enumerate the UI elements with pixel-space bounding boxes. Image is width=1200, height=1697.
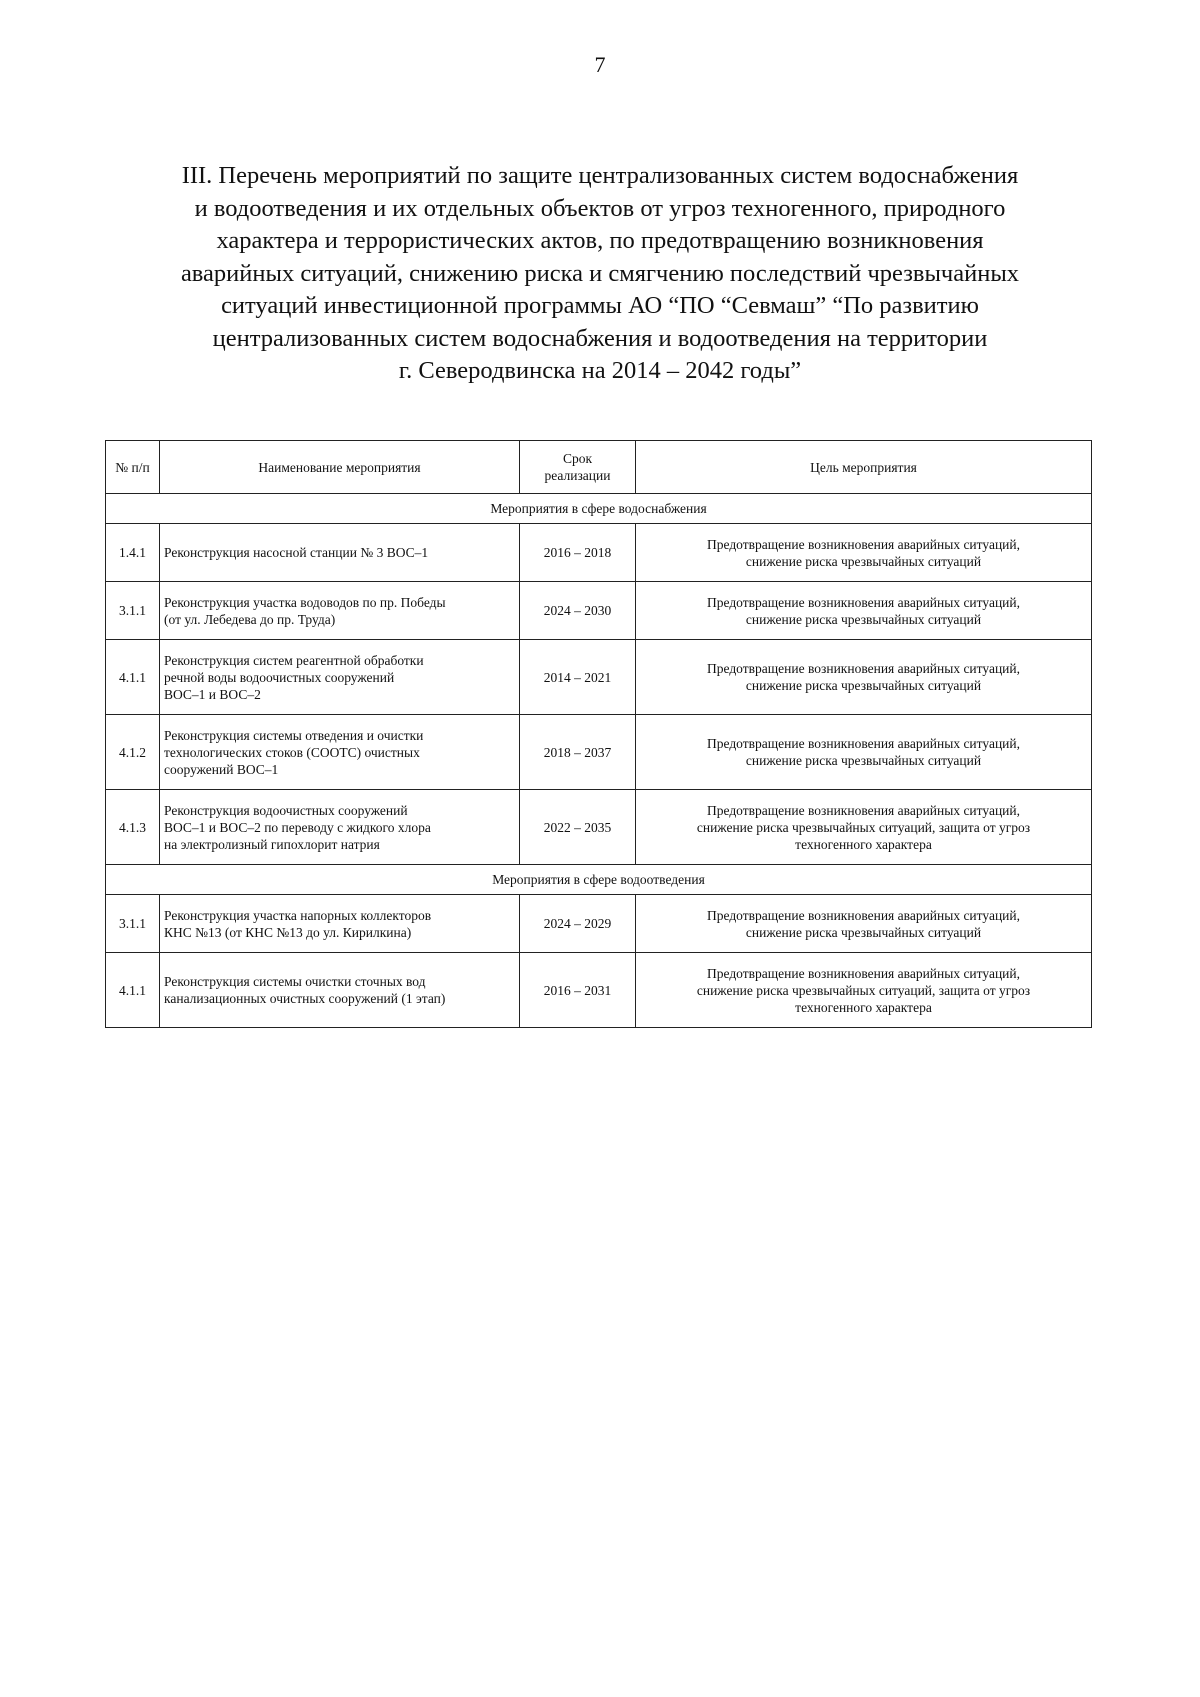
- table-row: [106, 790, 1092, 865]
- cell-period: 2016 – 2018: [520, 524, 636, 582]
- table-row: [106, 895, 1092, 953]
- section-row: [106, 865, 1092, 895]
- heading-line: г. Северодвинска на 2014 – 2042 годы”: [398, 357, 802, 384]
- cell-period: 2014 – 2021: [520, 640, 636, 715]
- cell-name: [160, 524, 520, 582]
- goal-line: снижение риска чрезвычайных ситуаций, защита от угроз: [696, 819, 1031, 835]
- header-name: Наименование мероприятия: [160, 441, 520, 494]
- cell-goal: [636, 524, 1092, 582]
- cell-num: 4.1.1: [106, 640, 160, 715]
- goal-line: Предотвращение возникновения аварийных ситуаций,: [707, 736, 1020, 751]
- goal-line: Предотвращение возникновения аварийных ситуаций,: [707, 594, 1020, 610]
- name-line: технологических стоков (СООТС) очистных: [164, 744, 420, 760]
- name-line: Реконструкция насосной станции № 3 ВОС–1: [164, 545, 429, 560]
- name-line: Реконструкция участка напорных коллекторов: [164, 907, 432, 923]
- cell-period: 2024 – 2029: [520, 895, 636, 953]
- goal-line: снижение риска чрезвычайных ситуаций, защита от угроз: [696, 982, 1031, 998]
- cell-period: 2024 – 2030: [520, 582, 636, 640]
- goal-line: снижение риска чрезвычайных ситуаций: [745, 611, 982, 627]
- name-line: ВОС–1 и ВОС–2: [164, 686, 261, 702]
- goal-line: снижение риска чрезвычайных ситуаций: [745, 678, 982, 693]
- cell-num: 4.1.2: [106, 715, 160, 790]
- table-row: [106, 953, 1092, 1028]
- goal-line: Предотвращение возникновения аварийных ситуаций,: [707, 965, 1020, 981]
- cell-num: 3.1.1: [106, 582, 160, 640]
- name-line: (от ул. Лебедева до пр. Труда): [164, 611, 336, 627]
- goal-line: Предотвращение возникновения аварийных ситуаций,: [707, 536, 1020, 552]
- cell-name: [160, 953, 520, 1028]
- name-line: КНС №13 (от КНС №13 до ул. Кирилкина): [164, 924, 412, 940]
- goal-line: Предотвращение возникновения аварийных ситуаций,: [707, 907, 1020, 923]
- name-line: Реконструкция системы очистки сточных вод: [164, 974, 426, 989]
- section-row: [106, 494, 1092, 524]
- section-title: Мероприятия в сфере водоснабжения: [106, 494, 1092, 524]
- table-row: [106, 715, 1092, 790]
- document-heading: [100, 160, 1100, 388]
- header-num: № п/п: [106, 441, 160, 494]
- name-line: Реконструкция систем реагентной обработки: [164, 652, 424, 668]
- cell-goal: [636, 582, 1092, 640]
- heading-line: и водоотведения и их отдельных объектов от угроз техногенного, природного: [194, 194, 1006, 222]
- cell-num: 1.4.1: [106, 524, 160, 582]
- cell-goal: [636, 715, 1092, 790]
- header-goal: Цель мероприятия: [636, 441, 1092, 494]
- goal-line: снижение риска чрезвычайных ситуаций: [745, 753, 982, 768]
- cell-goal: [636, 953, 1092, 1028]
- cell-name: [160, 640, 520, 715]
- cell-num: 3.1.1: [106, 895, 160, 953]
- header-period: [520, 441, 636, 494]
- goal-line: техногенного характера: [795, 836, 932, 852]
- cell-num: 4.1.1: [106, 953, 160, 1028]
- table-row: [106, 582, 1092, 640]
- heading-line: характера и террористических актов, по предотвращению возникновения: [216, 227, 984, 254]
- name-line: ВОС–1 и ВОС–2 по переводу с жидкого хлора: [164, 819, 431, 835]
- goal-line: снижение риска чрезвычайных ситуаций: [745, 924, 982, 940]
- heading-line: аварийных ситуаций, снижению риска и смягчению последствий чрезвычайных: [180, 259, 1020, 287]
- cell-name: [160, 790, 520, 865]
- table-row: [106, 524, 1092, 582]
- name-line: Реконструкция системы отведения и очистки: [164, 727, 424, 743]
- cell-period: 2022 – 2035: [520, 790, 636, 865]
- name-line: сооружений ВОС–1: [164, 761, 279, 777]
- header-period-text: Срок реализации: [544, 451, 611, 483]
- heading-line: централизованных систем водоснабжения и водоотведения на территории: [212, 324, 988, 352]
- goal-line: Предотвращение возникновения аварийных ситуаций,: [707, 661, 1020, 676]
- page-number: 7: [594, 52, 606, 77]
- cell-period: 2018 – 2037: [520, 715, 636, 790]
- heading-line: ситуаций инвестиционной программы АО “ПО “Севмаш” “По развитию: [221, 292, 979, 319]
- cell-goal: [636, 640, 1092, 715]
- cell-name: [160, 582, 520, 640]
- goal-line: Предотвращение возникновения аварийных ситуаций,: [707, 802, 1020, 818]
- table-row: [106, 640, 1092, 715]
- name-line: Реконструкция водоочистных сооружений: [164, 802, 408, 818]
- heading-line: III. Перечень мероприятий по защите централизованных систем водоснабжения: [181, 162, 1019, 189]
- measures-table: [105, 440, 1092, 1028]
- table-header-row: [106, 441, 1092, 494]
- section-title: Мероприятия в сфере водоотведения: [106, 865, 1092, 895]
- cell-name: [160, 715, 520, 790]
- name-line: Реконструкция участка водоводов по пр. Победы: [164, 594, 446, 610]
- name-line: речной воды водоочистных сооружений: [164, 669, 395, 685]
- cell-goal: [636, 790, 1092, 865]
- cell-goal: [636, 895, 1092, 953]
- cell-name: [160, 895, 520, 953]
- cell-period: 2016 – 2031: [520, 953, 636, 1028]
- cell-num: 4.1.3: [106, 790, 160, 865]
- name-line: на электролизный гипохлорит натрия: [164, 836, 380, 852]
- goal-line: снижение риска чрезвычайных ситуаций: [745, 553, 982, 569]
- name-line: канализационных очистных сооружений (1 этап): [164, 991, 446, 1006]
- goal-line: техногенного характера: [795, 999, 932, 1015]
